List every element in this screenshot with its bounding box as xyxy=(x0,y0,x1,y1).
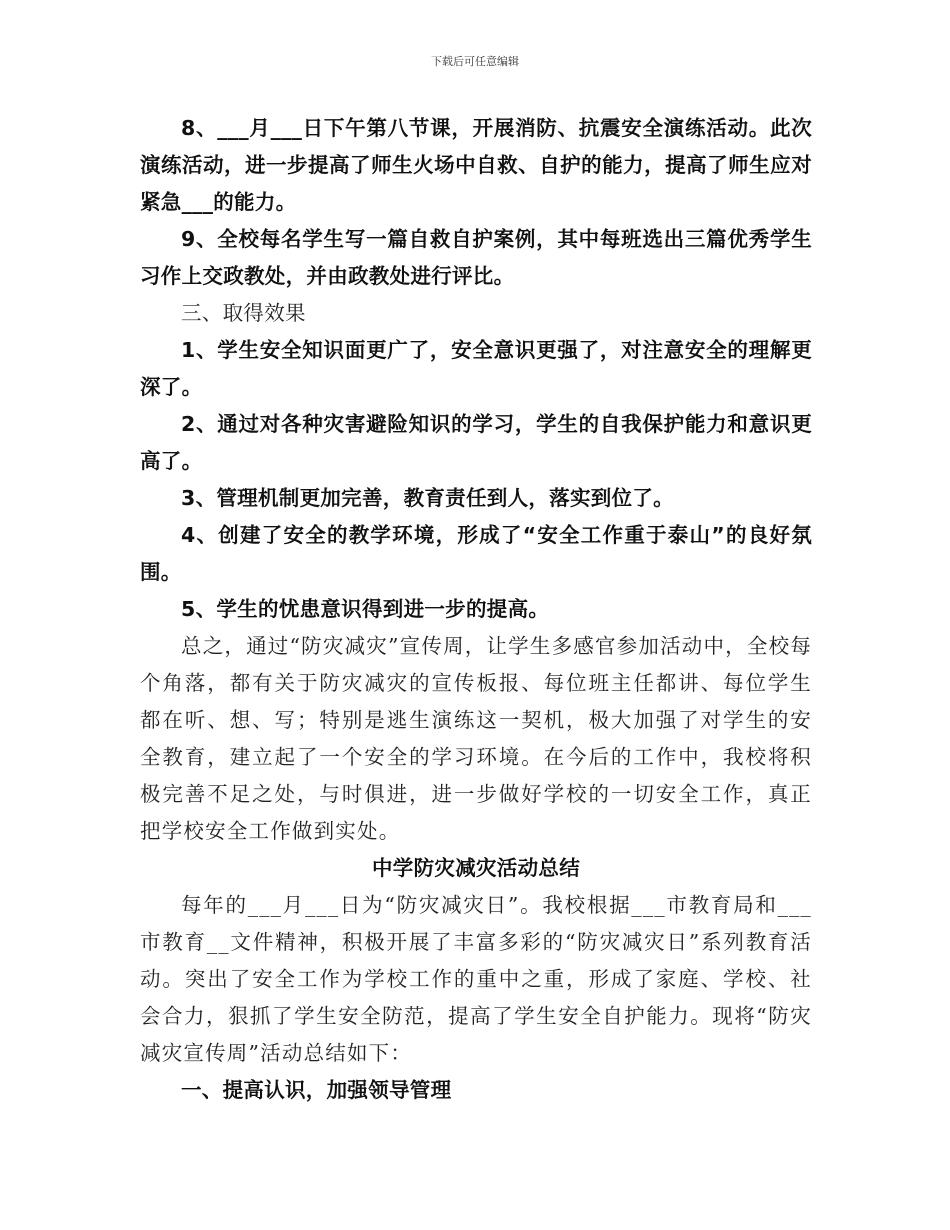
section-heading-results: 三、取得效果 xyxy=(181,301,306,325)
item-9: 9、全校每名学生写一篇自救自护案例，其中每班选出三篇优秀学生习作上交政教处，并由政教处进行评比。 xyxy=(140,227,812,288)
result-3: 3、管理机制更加完善，教育责任到人，落实到位了。 xyxy=(181,486,674,510)
item-8: 8、___月___日下午第八节课，开展消防、抗震安全演练活动。此次演练活动，进一步提高了师生火场中自救、自护的能力，提高了师生应对紧急___的能力。 xyxy=(140,116,812,214)
result-2: 2、通过对各种灾害避险知识的学习，学生的自我保护能力和意识更高了。 xyxy=(140,412,812,473)
summary-paragraph: 总之，通过“防灾减灾”宣传周，让学生多感官参加活动中，全校每个角落，都有关于防灾减灾的宣传板报、每位班主任都讲、每位学生都在听、想、写；特别是逃生演练这一契机，极大加强了对学生的安全教育，建立起了一个安全的学习环境。在今后的工作中，我校将积极完善不足之处，与时俱进，进一步做好学校的一切安全工作，真正把学校安全工作做到实处。 xyxy=(140,634,812,843)
document-title: 中学防灾减灾活动总结 xyxy=(372,856,580,880)
intro-paragraph: 每年的___月___日为“防灾减灾日”。我校根据___市教育局和___市教育__文件精神，积极开展了丰富多彩的“防灾减灾日”系列教育活动。突出了安全工作为学校工作的重中之重，形成了家庭、学校、社会合力，狠抓了学生安全防范，提高了学生安全自护能力。现将“防灾减灾宣传周”活动总结如下： xyxy=(140,893,812,1065)
result-5: 5、学生的忧患意识得到进一步的提高。 xyxy=(181,597,550,621)
page-header: 下载后可任意编辑 xyxy=(431,55,519,68)
section-heading-leadership: 一、提高认识，加强领导管理 xyxy=(181,1078,452,1102)
result-4: 4、创建了安全的教学环境，形成了“安全工作重于泰山”的良好氛围。 xyxy=(140,523,812,584)
result-1: 1、学生安全知识面更广了，安全意识更强了，对注意安全的理解更深了。 xyxy=(140,338,812,399)
document-body xyxy=(140,110,812,1109)
